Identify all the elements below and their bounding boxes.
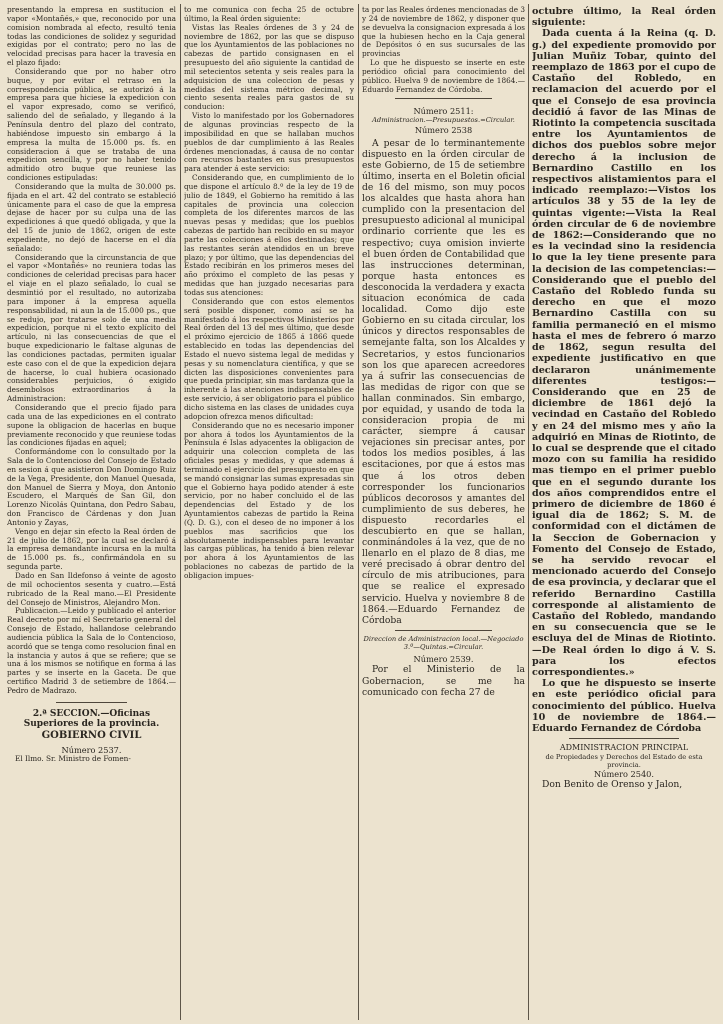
paragraph: Considerando que, en cumplimiento de lo que dispone el artículo 8.º de la ley de 19 de julio de 1849, el Gobierno ha remitido á las capitales de provincia una coleccion completa de los diferentes marcos de las nuevas pesas y medidas; que los pueblos cabezas de partido han recibido en su mayor parte las colecciones á ellos destinadas; que las restantes serán atendidos en un breve plazo; y por último, que las dependencias del Estado recibirán en los primeros meses del año próximo el completo de las pesas y medidas que han juzgado necesarias para todas sus atenciones: [184, 173, 354, 297]
gobierno-civil-heading: GOBIERNO CIVIL [41, 729, 142, 741]
paragraph: Conformándome con lo consultado por la Sala de lo Contencioso del Consejo de Estado en sesion á que asistieron Don Domingo Ruiz de la Vega, Presidente, don Manuel Quesada, don Manuel de Sierra y Moya, don Antonio Escudero, el Marqués de San Gil, don Lorenzo Nicolás Quintana, don Pedro Sabau, don Francisco de Cárdenas y don Juan Antonio y Zayas, [7, 447, 176, 527]
paragraph: Vistas las Reales órdenes de 3 y 24 de noviembre de 1862, por las que se dispuso que los Ayuntamientos de las poblaciones no cabezas de partido consignasen en el presupuesto del año siguiente la cantidad de mil setecientos setenta y seis reales para la adquisicion de una coleccion de pesas y medidas del sistema métrico decimal, y ciento sesenta reales para gastos de su conducion: [184, 22, 354, 112]
paragraph: Considerando que con estos elementos será posible disponer, como así se ha manifestado á los respectivos Ministerios por Real órden del 13 del mes último, que desde el próximo ejercicio de 1865 á 1866 quede establecido en todas las dependencias del Estado el nuevo sistema legal de medidas y pesas y su nomenclatura científica, y que se dicten las disposiciones convenientes para que pueda principiar, sin mas tardanza que la inherente á las atenciones indispensables de este servicio, á ser obligatorio para el público dicho sistema en las clases de unidades cuya adopcion ofrezca menos dificultad: [184, 296, 354, 421]
paragraph: Publicacion.—Leido y publicado el anterior Real decreto por mí el Secretario general del Consejo de Estado, hallandose celebrando audiencia pública la Sala de lo Contencioso, acordó que se tenga como resolucion final en la instancia y autos á que se refiere; que se una á los mismos se notifique en forma á las partes y se inserte en la Gaceta. De que certifico Madrid 3 de setiembre de 1864.—Pedro de Madrazo. [7, 606, 176, 695]
column-rule [358, 4, 359, 1020]
paragraph: Considerando que no es necesario imponer por ahora á todos los Ayuntamientos de la Península é Islas adyacentes la obligacion de adquirir una coleccion completa de las oficiales pesas y medidas, y que ademas á terminado el ejercicio del presupuesto en que se mandó consignar las sumas expresadas sin que el Gobierno haya podido atender á este servicio, por no haber concluido el de las dependencias del Estado y de los Ayuntamientos cabezas de partido la Reina (Q. D. G.), con el deseo de no imponer á los pueblos mas sacrificios que los absolutamente indispensables para levantar las cargas públicas, ha tenido á bien relevar por ahora á los Ayuntamientos de las poblaciones no cabezas de partido de la obligacion impues- [184, 420, 354, 580]
paragraph: Considerando que por no haber otro buque, y por evitar el retraso en la correspondencia pública, se autorizó á la empresa para que hiciese la expedicion con el vapor expresado, como se verificó, saliendo del de señalado, y llegando á la Península dentro del plazo del contrato, habiéndose impuesto sin embargo á la empresa la multa de 15.000 ps. fs. en consideracion á que se trataba de una expedicion sencilla, y por no haber tenido admitido otro buque que reuniese las condiciones estipuladas: [7, 66, 176, 183]
paragraph: Lo que he dispuesto se inserte en este periódico oficial para conocimiento del público. Huelva 10 de noviembre de 1864.—Eduardo Fernandez de Córdoba [532, 678, 716, 734]
circular-2538: A pesar de lo terminantemente dispuesto en la órden circular de este Gobierno, de 15 de setiembre último, inserta en el Boletin oficial de 16 del mismo, son muy pocos los alcaldes que hasta ahora han cumplido con la presentacion del presupuesto adicional al municipal ordinario corriente que les es respectivo; cuya omision invierte el buen órden de Contabilidad que las instrucciones determinan, porque hasta entonces es desconocida la verdadera y exacta situacion económica de cada localidad. Como dijo este Gobierno en su citada circular, los únicos y directos responsables de semejante falta, son los Alcaldes y Secretarios, y estos funcionarios son los que aparecen acreedores ya á sufrir las consecuencias de las medidas de rigor con que se hallan conminados. Sin embargo, por equidad, y usando de toda la consideracion propia de mi carácter, siempre á causar vejaciones sin precisar antes, por todos los medios posibles, á las escitaciones, por que á estos mas que á los otros deben corresponder los funcionarios públicos decorosos y amantes del cumplimiento de sus deberes, he dispuesto recordarles el descubierto en que se hallan, conminándoles á la vez, que de no llenarlo en el plazo de 8 dias, me veré precisado á obrar dentro del círculo de mis atribuciones, para que se realice el expresado servicio. Huelva y noviembre 8 de 1864.—Eduardo Fernandez de Córdoba [362, 137, 525, 626]
paragraph: Considerando que el precio fijado para cada una de las expediciones en el contrato supone la obligacion de hacerlas en buque previamente reconocido y que reuniese todas las condiciones fijadas en aquel; [7, 402, 176, 448]
real-orden-text: Dada cuenta á la Reina (q. D. g.) del expediente promovido por Julian Muñiz Tobar, quinto del reemplazo de 1863 por el cupo de Castaño del Robledo, en reclamacion del acuerdo por el que el Consejo de esa provincia decidió á favor de las Minas de Riotinto la competencia suscitada entre los Ayuntamientos de dichos dos pueblos sobre mejor derecho á la inclusion de Bernardino Castillo en los respectivos alistamientos para el indicado reemplazo:—Vistos los artículos 38 y 55 de la ley de quintas vigente:—Vista la Real órden circular de 6 de noviembre de 1862:—Considerando que no es la vecindad sino la residencia lo que la ley tiene presente para la decision de las competencias:—Considerando que el pueblo del Castaño del Robledo funda su derecho en que el mozo Bernardino Castilla con su familia permaneció en el mismo hasta el mes de febrero ó marzo de 1862, segun resulta del expediente justificativo en que declararon unánimemente diferentes testigos:—Considerando que en 25 de diciembre de 1861 dejó la vecindad en Castaño del Robledo y en 24 del mismo mes y año la adquirió en Minas de Riotinto, de lo cual se desprende que el citado mozo con su familia ha residido mas tiempo en el primer pueblo que en el segundo durante los dos años comprendidos entre el primero de diciembre de 1860 é igual dia de 1862; S. M. de conformidad con el dictámen de la Seccion de Gobernacion y Fomento del Consejo de Estado, se ha servido revocar el mencionado acuerdo del Consejo de esa provincia, y declarar que el referido Bernardino Castilla corresponde al alistamiento de Castaño del Robledo, mandando en su consecuencia que se le escluya del de Minas de Riotinto.—De Real órden lo digo á V. S. para los efectos correspondientes.» [532, 28, 716, 678]
section-heading: 2.ª SECCION.—Oficinas Superiores de la provincia. [23, 708, 160, 730]
column-2 [184, 6, 354, 1020]
paragraph: El Ilmo. Sr. Ministro de Fomen- [15, 753, 131, 763]
numero-2538: Número 2538 [414, 124, 473, 135]
section-rule [395, 630, 493, 631]
column-rule [180, 4, 181, 1020]
paragraph: Don Benito de Orenso y Jalon, [542, 779, 683, 791]
section-rule [56, 702, 127, 703]
paragraph: to me comunica con fecha 25 de octubre último, la Real órden siguiente: [184, 6, 354, 23]
column-rule [528, 4, 529, 1020]
paragraph: octubre último, la Real órden siguiente: [532, 6, 716, 29]
numero-2539: Número 2539. [413, 654, 474, 665]
numero-2540: Número 2540. [594, 769, 654, 780]
column-4 [532, 6, 716, 1020]
section-rule [569, 738, 679, 739]
paragraph: Considerando que la circunstancia de que el vapor «Montañés» no reuniera todas las condiciones de celeridad precisas para hacer el viaje en el plazo señalado, lo cual se desmintió por el resultado, no autorizaba para imponer á la empresa aquella responsabilidad, ni aun la de 15.000 ps., que se redujo, por tratarse solo de una media expedicion, porque ni el texto explícito del artículo, ni las consecuencias de que el buque expedicionario le faltase algunas de las condiciones pactadas, permiten igualar este caso con el de que la expedicion dejara de hacerse, lo cual hubiera ocasionado considerables perjuicios, ó exigido desembolsos extraordinarios á la Administracion: [7, 252, 176, 404]
section-rule [395, 98, 493, 99]
numero-2537: Número 2537. [61, 744, 122, 755]
paragraph: Visto lo manifestado por los Gobernadores de algunas provincias respecto de la imposibilidad en que se hallaban muchos pueblos de dar cumplimiento á las Reales órdenes mencionadas, á causa de no contar con recursos bastantes en sus presupuestos para atender á este servicio: [184, 111, 354, 174]
column-3 [362, 6, 525, 1020]
column-1 [7, 6, 176, 1020]
numero-2511: Número 2511: [413, 106, 474, 117]
paragraph: Lo que he dispuesto se inserte en este periódico oficial para conocimiento del público. Huelva 9 de noviembre de 1864.—Eduardo Fernandez de Córdoba. [362, 58, 525, 94]
direccion-heading: Direccion de Administracion local.—Negociado 3.º—Quintas.=Circular. [363, 634, 524, 652]
administracion-principal-heading: ADMINISTRACION PRINCIPAL [559, 743, 689, 753]
paragraph: presentando la empresa en sustitucion el vapor «Montañés,» que, reconocido por una comision nombrada al efecto, resultó tenia todas las condiciones de solidez y seguridad exigidas por el contrato; pero no las de velocidad precisas para hacer la travesía en el plazo fijado: [7, 6, 176, 68]
paragraph: Dado en San Ildefonso á veinte de agosto de mil ochocientos sesenta y cuatro.—Está rubricado de la Real mano.—El Presidente del Consejo de Ministros, Alejandro Mon. [7, 571, 176, 607]
administracion-heading: Administracion.—Presupuestos.=Circular. [372, 116, 515, 125]
paragraph: Por el Ministerio de la Gobernacion, se me ha comunicado con fecha 27 de [362, 664, 525, 698]
paragraph: Considerando que la multa de 30.000 ps. fijada en el art. 42 del contrato se estableció únicamente para el caso de que la empresa dejase de hacer por su culpa una de las expediciones á que quedó obligada, y que la del 15 de junio de 1862, origen de este expediente, no dejó de hacerse en el día señalado: [7, 181, 176, 253]
paragraph: ta por las Reales órdenes mencionadas de 3 y 24 de noviembre de 1862, y disponer que se devuelva la consignacion expresada á los que la hubiesen hecho en la Caja general de Depósitos ó en sus sucursales de las provincias [362, 6, 525, 59]
paragraph: Vengo en dejar sin efecto la Real órden de 21 de julio de 1862, por la cual se declaró á la empresa demandante incursa en la multa de 15.000 ps. fs., confirmándola en su segunda parte. [7, 526, 176, 572]
administracion-subheading: de Propiedades y Derechos del Estado de esta provincia. [545, 752, 703, 769]
